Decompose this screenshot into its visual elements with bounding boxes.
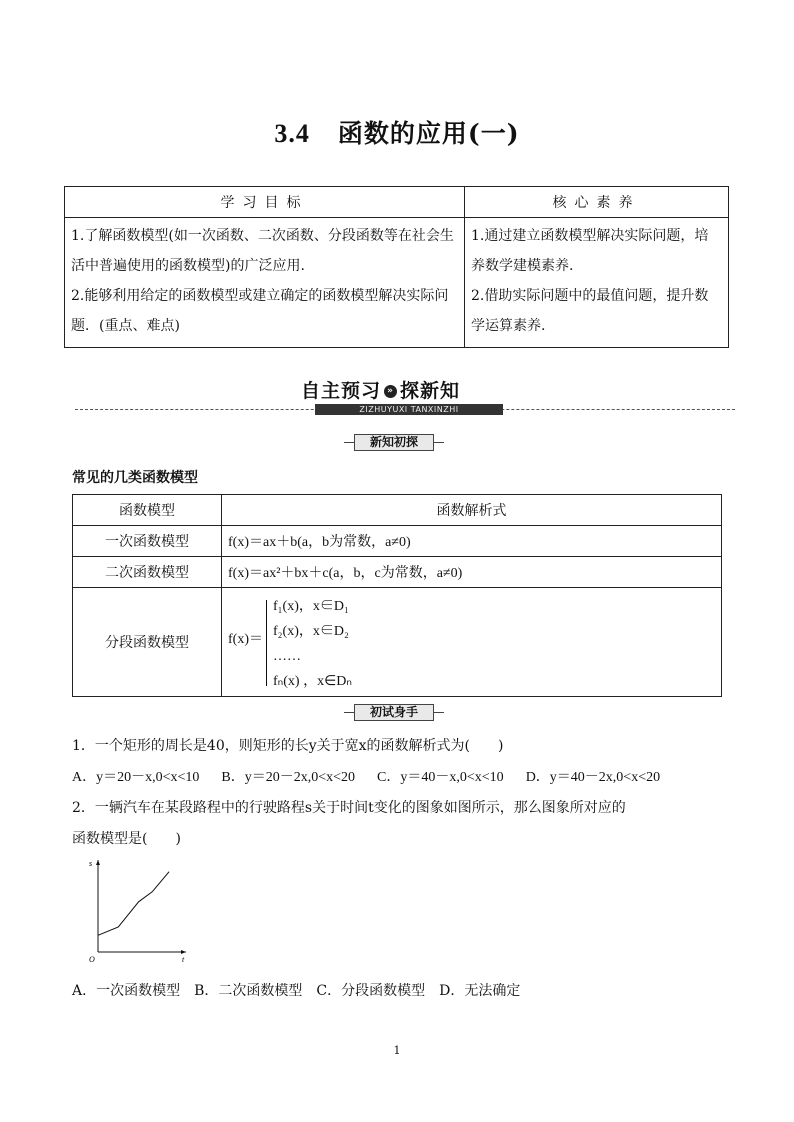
table-row [73, 526, 722, 557]
section-number: 3.4 [274, 119, 310, 148]
piecewise-case: f₂(x)，x∈D₂ [273, 624, 349, 639]
piecewise-case: fₙ(x) ，x∈Dₙ [273, 674, 352, 689]
series-line [98, 872, 169, 936]
piecewise-case: …… [273, 649, 301, 664]
origin-label: O [89, 955, 95, 964]
option-a: A．y＝20－x,0<x<10 [72, 770, 200, 785]
goal-item: 2.能够利用给定的函数模型或建立确定的函数模型解决实际问题．(重点、难点) [71, 288, 449, 334]
model-name: 一次函数模型 [73, 526, 222, 557]
question-1-options [72, 766, 682, 786]
piecewise-lhs: f(x)＝ [228, 632, 263, 647]
goals-right-cell [465, 218, 729, 348]
goals-table [64, 186, 729, 348]
page-title [0, 114, 794, 150]
option-d: D．y＝40－2x,0<x<20 [525, 770, 661, 785]
piecewise-cases [273, 594, 352, 694]
subsection-tag [344, 704, 444, 721]
option-b: B．二次函数模型 [194, 983, 303, 999]
model-formula: f(x)＝ax²＋bx＋c(a，b，c为常数，a≠0) [222, 557, 722, 588]
piecewise-formula [222, 588, 722, 697]
banner-left-text: 自主预习 [301, 380, 382, 402]
model-name: 分段函数模型 [73, 588, 222, 697]
table-row [73, 495, 722, 526]
goals-header-left: 学习目标 [65, 187, 465, 218]
models-header-formula: 函数解析式 [222, 495, 722, 526]
subsection-tag-label: 新知初探 [354, 434, 434, 451]
section-title-text: 函数的应用(一) [337, 119, 520, 148]
question-2-stem-cont: 函数模型是( ) [72, 831, 181, 847]
goals-header-right: 核心素养 [465, 187, 729, 218]
option-c: C．分段函数模型 [316, 983, 426, 999]
banner-pinyin: ZIZHUYUXI TANXINZHI [315, 404, 503, 415]
option-a: A．一次函数模型 [72, 983, 181, 999]
section-banner [75, 378, 735, 418]
y-axis-arrow [96, 860, 100, 865]
question-2-stem: 2．一辆汽车在某段路程中的行驶路程s关于时间t变化的图象如图所示，那么图象所对应的 [72, 800, 626, 816]
option-c: C．y＝40－x,0<x<10 [377, 770, 504, 785]
question-1-stem: 1．一个矩形的周长是40，则矩形的长y关于宽x的函数解析式为( ) [72, 738, 504, 754]
question-2-options [72, 980, 534, 1000]
literacy-item: 1.通过建立函数模型解决实际问题，培养数学建模素养. [471, 228, 709, 274]
model-name: 二次函数模型 [73, 557, 222, 588]
option-b: B．y＝20－2x,0<x<20 [221, 770, 356, 785]
subsection-tag [344, 434, 444, 451]
double-chevron-icon: » [384, 385, 397, 398]
goals-left-cell [65, 218, 465, 348]
y-axis-label: s [89, 859, 93, 868]
banner-right-text: 探新知 [400, 380, 461, 402]
subsection-tag-label: 初试身手 [354, 704, 434, 721]
table-row [73, 557, 722, 588]
page-number: 1 [393, 1044, 401, 1057]
models-table [72, 494, 722, 697]
x-axis-arrow [181, 950, 186, 954]
literacy-item: 2.借助实际问题中的最值问题，提升数学运算素养. [471, 288, 709, 334]
models-heading: 常见的几类函数模型 [72, 470, 198, 486]
piecewise-case: f₁(x)，x∈D₁ [273, 599, 349, 614]
x-axis-label: t [182, 955, 185, 964]
table-row [73, 588, 722, 697]
goal-item: 1.了解函数模型(如一次函数、二次函数、分段函数等在社会生活中普遍使用的函数模型)的广泛应用. [71, 228, 454, 274]
distance-time-graph [82, 856, 192, 966]
option-d: D．无法确定 [439, 983, 521, 999]
banner-title [301, 378, 460, 404]
model-formula: f(x)＝ax＋b(a，b为常数，a≠0) [222, 526, 722, 557]
models-header-name: 函数模型 [73, 495, 222, 526]
